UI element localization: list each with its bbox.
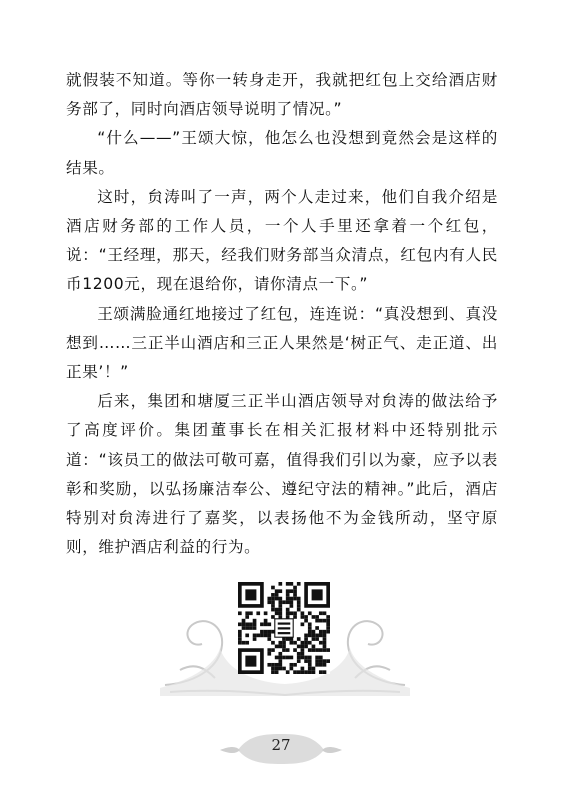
paragraph-2: “什么——”王颂大惊，他怎么也没想到竟然会是这样的结果。 (66, 129, 498, 177)
qr-code-icon[interactable] (238, 582, 330, 674)
paragraph-1: 就假装不知道。等你一转身走开，我就把红包上交给酒店财务部了，同时向酒店领导说明了情况。” (66, 71, 498, 119)
page-footer (0, 728, 562, 768)
page-number: 27 (271, 736, 291, 754)
body-text (66, 66, 498, 562)
paragraph-4: 王颂满脸通红地接过了红包，连连说：“真没想到、真没想到……三正半山酒店和三正人果然是‘树正气、走正道、出正果’！” (66, 304, 498, 382)
qr-ornament (160, 570, 410, 700)
paragraph-3: 这时，贠涛叫了一声，两个人走过来，他们自我介绍是酒店财务部的工作人员，一个人手里还拿着一个红包，说：“王经理，那天，经我们财务部当众清点，红包内有人民币1200元，现在退给你，请你清点一下。” (66, 187, 498, 294)
paragraph-5: 后来，集团和塘厦三正半山酒店领导对贠涛的做法给予了高度评价。集团董事长在相关汇报材料中还特别批示道：“该员工的做法可敬可嘉，值得我们引以为豪，应予以表彰和奖励，以弘扬廉洁奉公、遵纪守法的精神。”此后，酒店特别对贠涛进行了嘉奖，以表扬他不为金钱所动，坚守原则，维护酒店利益的行为。 (66, 392, 498, 557)
